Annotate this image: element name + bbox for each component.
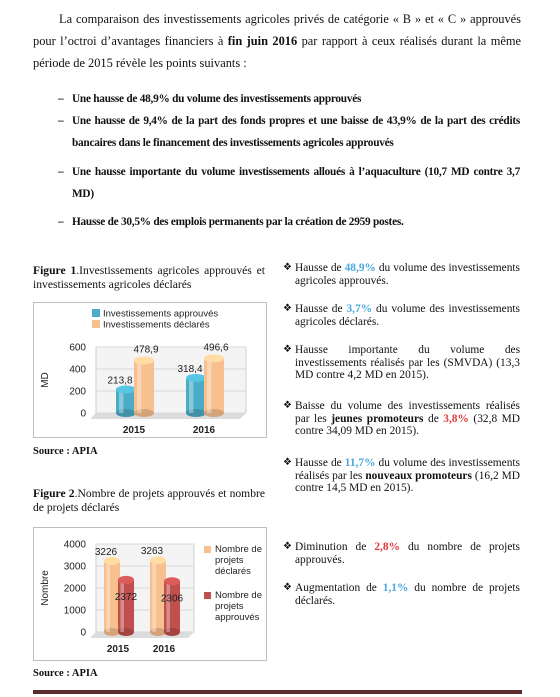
bar-0-1-shine (152, 560, 156, 632)
y-tick-label: 4000 (63, 539, 86, 551)
bullet-text: Une hausse importante du volume investissements alloués à l’aquaculture (10,7 MD contre 3,7 MD) (72, 166, 520, 200)
rb-text: (16,2 MD contre 14,5 MD en 2015). (295, 469, 520, 494)
figure1-source: Source : APIA (33, 446, 98, 457)
rb-text: du nombre de projets approuvés. (295, 541, 520, 566)
bullet-4 (58, 211, 520, 233)
dash: – (58, 166, 64, 178)
data-label: 478,9 (133, 344, 159, 356)
y-axis-label: MD (40, 372, 51, 388)
rb-bold: nouveaux promoteurs (365, 469, 472, 482)
bar-0-1-top (186, 374, 206, 382)
bullet-text: Une hausse de 9,4% de la part des fonds propres et une baisse de 43,9% de la part des crédits bancaires dans le financement des investissements agricoles approuvés (72, 115, 520, 149)
y-tick-label: 200 (69, 386, 86, 398)
figure1-label: Figure 1 (33, 264, 77, 277)
rb-highlight: 2,8% (374, 541, 400, 553)
rb-text: du volume des investissements réalisés par les (295, 457, 520, 482)
bullet-3 (58, 161, 520, 205)
right-bullet-4 (283, 400, 520, 438)
intro-paragraph (33, 8, 521, 74)
right-bullet-6 (283, 541, 520, 566)
legend-swatch-1 (92, 320, 100, 328)
rb-highlight: 11,7% (344, 457, 376, 469)
diamond-bullet-icon: ❖ (283, 541, 292, 552)
data-label: 318,4 (177, 363, 203, 375)
diamond-bullet-icon: ❖ (283, 582, 292, 593)
x-tick-label: 2015 (106, 644, 130, 655)
rb-text: (32,8 MD contre 34,09 MD en 2015). (295, 412, 521, 437)
bullet-2 (58, 110, 520, 154)
dash: – (58, 93, 64, 105)
legend-swatch-0 (92, 309, 100, 317)
data-label: 3263 (140, 546, 164, 558)
y-tick-label: 0 (80, 408, 86, 420)
intro-part1: La comparaison des investissements agricoles privés de catégorie « B » et « C » approuvés pour l’octroi d’avantages financiers à (33, 12, 521, 48)
diamond-bullet-icon: ❖ (283, 344, 292, 355)
x-tick-label: 2015 (122, 425, 146, 436)
bar-1-1-shine (166, 581, 170, 632)
diamond-bullet-icon: ❖ (283, 262, 292, 273)
rb-text: du volume des investissements agricoles approuvés. (295, 262, 520, 287)
diamond-bullet-icon: ❖ (283, 457, 292, 468)
x-tick-label: 2016 (192, 425, 216, 436)
rb-highlight: 48,9% (344, 262, 376, 274)
chart-1-frame (33, 302, 267, 438)
figure1-caption-text: .Investissements agricoles approuvés et investissements agricoles déclarés (33, 264, 266, 291)
bullet-text: Une hausse de 48,9% du volume des investissements approuvés (72, 93, 362, 105)
rb-text: Hausse importante du volume des investissements réalisés par les (SMVDA) (13,3 MD contre 4,2 MD en 2015). (295, 344, 520, 381)
y-tick-label: 0 (80, 627, 86, 639)
intro-bold: fin juin 2016 (227, 34, 298, 48)
data-label: 213,8 (107, 375, 133, 387)
rb-text: du volume des investissements agricoles déclarés. (295, 303, 520, 328)
rb-bold: jeunes promoteurs (331, 412, 424, 425)
diamond-bullet-icon: ❖ (283, 303, 292, 314)
y-tick-label: 2000 (63, 583, 86, 595)
dash: – (58, 216, 64, 228)
chart-2 (34, 528, 266, 660)
legend-label-0: Investissements approuvés (103, 308, 219, 320)
chart-1 (34, 303, 266, 437)
bar-1-0-top (118, 576, 134, 584)
rb-text: du nombre de projets déclarés. (295, 582, 520, 607)
data-label: 3226 (94, 547, 118, 559)
legend-label-1: Investissements déclarés (103, 319, 210, 331)
intro-part2: par rapport à ceux réalisés durant la même période de 2015 révèle les points suivants : (33, 34, 521, 70)
bar-1-1-shine (207, 358, 211, 413)
legend-label-1: Nombre de projets approuvés (215, 590, 262, 623)
bar-1-0-shine (120, 580, 124, 632)
bar-0-0-top (104, 557, 120, 565)
chart-2-frame (33, 527, 267, 661)
bar-1-1-top (164, 577, 180, 585)
data-label: 2306 (160, 593, 184, 605)
y-tick-label: 1000 (63, 605, 86, 617)
legend-label-0: Nombre de projets déclarés (215, 544, 262, 577)
y-tick-label: 600 (69, 342, 86, 354)
footer-bar (33, 690, 522, 694)
right-bullet-7 (283, 582, 520, 607)
rb-text: Hausse de (295, 262, 345, 274)
rb-text: Baisse du volume des investissements réalisés par les (295, 400, 520, 425)
right-bullet-3 (283, 344, 520, 382)
rb-text: Hausse de (295, 457, 345, 469)
bullet-1 (58, 88, 520, 110)
dash: – (58, 115, 64, 127)
rb-highlight: 3,8% (443, 412, 469, 425)
bar-0-0-shine (106, 561, 110, 632)
y-tick-label: 3000 (63, 561, 86, 573)
bar-0-1-top (150, 556, 166, 564)
bar-0-0-top (116, 385, 136, 393)
bullet-text: Hausse de 30,5% des emplois permanents par la création de 2959 postes. (72, 216, 404, 228)
rb-highlight: 3,7% (346, 303, 373, 315)
legend-swatch-1 (204, 592, 211, 599)
legend-swatch-0 (204, 546, 211, 553)
bar-0-1-base (150, 628, 166, 636)
y-tick-label: 400 (69, 364, 86, 376)
figure2-caption (33, 487, 265, 515)
right-bullet-2 (283, 303, 520, 328)
figure2-label: Figure 2 (33, 487, 75, 500)
diamond-bullet-icon: ❖ (283, 400, 292, 411)
right-bullet-1 (283, 262, 520, 287)
rb-text: Augmentation de (295, 582, 383, 594)
figure2-caption-text: .Nombre de projets approuvés et nombre de projets déclarés (33, 487, 266, 514)
data-label: 2372 (114, 591, 138, 603)
rb-text: Hausse de (295, 303, 347, 315)
rb-text: de (423, 412, 444, 425)
figure1-caption (33, 264, 265, 292)
data-label: 496,6 (203, 342, 229, 354)
y-axis-label: Nombre (40, 570, 51, 606)
rb-highlight: 1,1% (382, 582, 409, 594)
bar-0-1-shine (189, 378, 193, 413)
right-bullet-5 (283, 457, 520, 495)
rb-text: Diminution de (295, 541, 375, 553)
figure2-source: Source : APIA (33, 668, 98, 679)
x-tick-label: 2016 (152, 644, 176, 655)
bar-1-0-top (134, 356, 154, 364)
bar-1-1-top (204, 354, 224, 362)
bar-1-0-shine (137, 360, 141, 413)
